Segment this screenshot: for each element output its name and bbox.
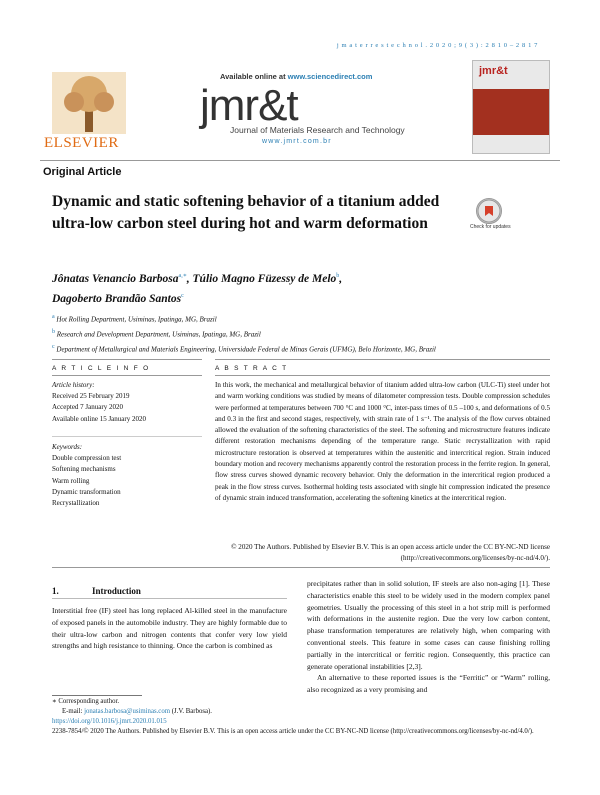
- body-paragraph: precipitates rather than in solid solution, IF steels are also non-aging [1]. These characteristics enable this steel to be widely used in the modern complex panel geometries. Usually the processing of this steel in a hot strip mill is performed with deformations in the austenite region. Due the very low carbon content, phase transformation temperatures are relatively high, when comparing with conventional steels. This feature in some cases can cause finishing rolling partially in the intercritical or ferritic region. Consequently, this practice can generate operational instabilities [2,3].: [307, 579, 550, 671]
- corresponding-author-note: ∗ Corresponding author.: [52, 698, 120, 705]
- abstract-rule: [215, 359, 550, 360]
- article-info-rule: [52, 359, 202, 360]
- available-online: [220, 72, 372, 81]
- article-history: [52, 380, 202, 425]
- author-affil-sup[interactable]: c: [181, 292, 184, 299]
- affiliation-item: [52, 341, 552, 356]
- article-info-rule-2: [52, 375, 202, 376]
- section-number: 1.: [52, 586, 59, 596]
- doi-link[interactable]: https://doi.org/10.1016/j.jmrt.2020.01.015: [52, 718, 167, 725]
- affiliations: [52, 311, 552, 355]
- keyword-item: Double compression test: [52, 454, 122, 463]
- article-type: Original Article: [43, 166, 122, 178]
- section-heading: [52, 586, 141, 596]
- affiliation-text: Research and Development Department, Usiminas, Ipatinga, MG, Brazil: [56, 330, 261, 339]
- body-left-column: Interstitial free (IF) steel has long replaced Al-killed steel in the manufacture of exposed panels in the automobile industry. They are highly formable due to their ultra-low carbon and nitrogen contents that confer very low yield strengths and high resistance to thinning. Once the carbon is combined as: [52, 606, 287, 651]
- affiliation-item: [52, 326, 552, 341]
- history-item: Accepted 7 January 2020: [52, 403, 123, 412]
- cover-logo: jmr&t: [479, 65, 508, 77]
- journal-full-name: Journal of Materials Research and Technology: [230, 125, 405, 135]
- email-label: E-mail:: [62, 708, 83, 715]
- journal-cover-thumbnail[interactable]: [472, 60, 550, 154]
- footnotes: [52, 697, 302, 727]
- abstract-rule-2: [215, 375, 550, 376]
- article-title: Dynamic and static softening behavior of a titanium added ultra-low carbon steel during hot and warm deformation: [52, 193, 440, 232]
- running-head: j m a t e r r e s t e c h n o l . 2 0 2 0 ; 9 ( 3 ) : 2 8 1 0 – 2 8 1 7: [336, 42, 538, 49]
- affiliation-text: Department of Metallurgical and Materials Engineering, Universidade Federal de Minas Gerais (UFMG), Belo Horizonte, MG, Brazil: [56, 344, 436, 353]
- keyword-item: Softening mechanisms: [52, 465, 116, 474]
- email-owner: (J.V. Barbosa).: [171, 708, 212, 715]
- publisher-logo[interactable]: ELSEVIER: [44, 135, 119, 151]
- affiliation-item: [52, 311, 552, 326]
- history-label: Article history:: [52, 381, 95, 389]
- sciencedirect-link[interactable]: www.sciencedirect.com: [287, 72, 373, 81]
- affiliation-sup: c: [52, 343, 55, 350]
- keywords-divider: [52, 436, 202, 437]
- affiliation-sup: b: [52, 328, 55, 335]
- footnote-rule: [52, 695, 142, 696]
- author-name: Dagoberto Brandão Santos: [52, 292, 182, 305]
- license-footer: 2238-7854/© 2020 The Authors. Published by Elsevier B.V. This is an open access article under the CC BY-NC-ND license (http://creativecommons.org/licenses/by-nc-nd/4.0/).: [52, 728, 534, 735]
- section-rule: [52, 598, 287, 599]
- author-affil-sup[interactable]: b: [336, 273, 340, 279]
- author-separator: ,: [339, 272, 343, 285]
- author-affil-sup[interactable]: a,∗: [178, 273, 187, 279]
- author-list: [52, 268, 532, 308]
- journal-logo: jmr&t: [200, 81, 298, 130]
- abstract-bottom-rule: [52, 567, 550, 568]
- cover-band: [473, 89, 549, 135]
- available-online-label: Available online at: [220, 72, 286, 81]
- keywords-label: Keywords:: [52, 443, 83, 451]
- email-link[interactable]: jonatas.barbosa@usiminas.com: [84, 708, 171, 715]
- email-line: [52, 707, 302, 717]
- abstract-heading: A B S T R A C T: [215, 365, 288, 372]
- keyword-item: Recrystallization: [52, 499, 100, 508]
- author-name: Túlio Magno Füzessy de Melo: [192, 272, 337, 285]
- affiliation-text: Hot Rolling Department, Usiminas, Ipatinga, MG, Brazil: [56, 315, 217, 324]
- journal-url-link[interactable]: www.jmrt.com.br: [262, 138, 332, 145]
- keyword-item: Dynamic transformation: [52, 487, 121, 496]
- abstract-text: In this work, the mechanical and metallurgical behavior of titanium added ultra-low carbon (ULC-Ti) steel under hot and warm working conditions was studied by means of dilatometer compression tests. Double compression schedules were performed at temperatures between 700 °C and 1000 °C, inter-pass times of 0.5 –100 s, and deformations of 0.5 and 0.3 in the first and second stages, respectively, with strain rate of 1 s⁻¹. The analysis of the flow curves obtained allowed the evaluation of the softening characteristics of the steel. The softening and microstructure features indicate different restoration mechanisms depending of the temperature range. Static recrystallization with rapid microstructure restoration is observed at temperatures within the austenitic and intercritical region. Strain induced boundary motion and recovery mechanisms apparently control the restoration process in the ferrite region. In general, flow stress curves showed dynamic recovery behavior. Only the deformation in the intercritical region produced a peak in the flow stress curves. Isothermal holding tests associated with single hit compression indicated the presence of dynamic strain induced transformation, accelerating the softening kinetics at the intercritical region.: [215, 381, 550, 502]
- abstract-copyright: © 2020 The Authors. Published by Elsevier B.V. This is an open access article under the CC BY-NC-ND license (http://creativecommons.org/licenses/by-nc-nd/4.0/).: [231, 543, 550, 563]
- keyword-item: Warm rolling: [52, 476, 90, 485]
- author-name: Jônatas Venancio Barbosa: [52, 272, 179, 285]
- author-separator: ,: [186, 272, 193, 285]
- article-info-heading: A R T I C L E I N F O: [52, 365, 151, 372]
- check-for-updates-icon[interactable]: [476, 198, 502, 224]
- body-paragraph: An alternative to these reported issues is the “Ferritic” or “Warm” rolling, also recognized as a very promising and: [307, 673, 550, 695]
- section-title: Introduction: [92, 586, 141, 596]
- affiliation-sup: a: [52, 314, 55, 320]
- elsevier-tree-logo-icon: [52, 72, 126, 134]
- keywords: [52, 442, 202, 509]
- check-for-updates-label[interactable]: Check for updates: [470, 224, 511, 230]
- body-right-column: [307, 578, 550, 696]
- history-item: Received 25 February 2019: [52, 392, 130, 401]
- header-divider: [40, 160, 560, 161]
- history-item: Available online 15 January 2020: [52, 414, 146, 423]
